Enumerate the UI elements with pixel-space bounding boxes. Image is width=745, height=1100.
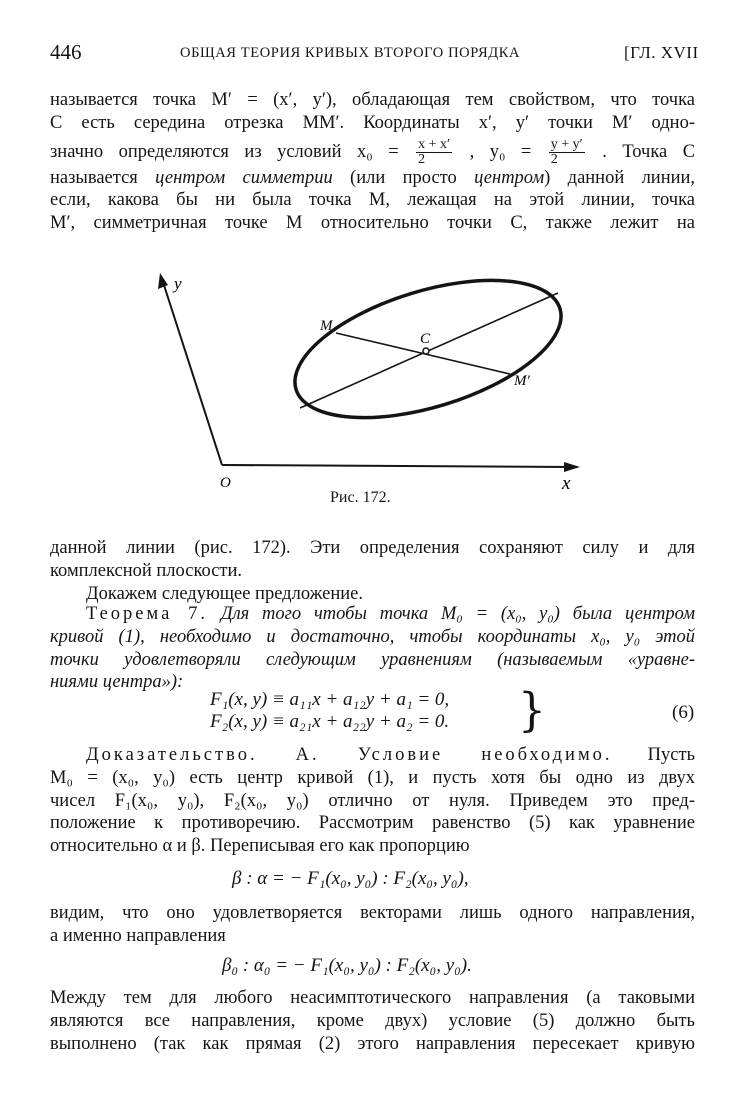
y-axis-label: y (174, 274, 182, 293)
text-line: а именно направления (50, 925, 226, 946)
text-line: если, какова бы ни была точка M, лежащая на этой линии, точка (50, 190, 695, 211)
equation-system (210, 689, 449, 733)
text-line: видим, что оно удовлетворяется векторами лишь одного направления, (50, 903, 695, 923)
text-line: называется точка M′ = (x′, y′), обладающая тем свойством, что точка (50, 90, 695, 110)
text-line: ниями центра»): (50, 672, 184, 693)
text-line: положение к противоречию. Рассмотрим равенство (5) как уравнение (50, 813, 695, 834)
center-point (423, 348, 429, 354)
fraction-numerator: y + y′ (550, 136, 583, 152)
point-c-label: C (420, 331, 431, 347)
theorem-paragraph (50, 604, 695, 695)
proof-paragraph-2 (50, 903, 695, 949)
text-line: Между тем для любого неасимптотического направления (а таковыми (50, 988, 695, 1008)
origin-label: O (220, 475, 231, 491)
text-fragment: значно определяются из условий x₀ = (50, 141, 399, 162)
text-line: Докажем следующее предложение. (86, 583, 363, 604)
text-fragment: Пусть (647, 745, 696, 765)
x-axis-label: x (562, 473, 571, 494)
after-figure-paragraph (50, 538, 695, 606)
fraction-denominator: 2 (550, 151, 558, 167)
text-line: кривой (1), необходимо и достаточно, чтобы координаты x₀, y₀ этой (50, 626, 695, 647)
proof-label: Доказательство. А. Условие необходимо. (86, 745, 613, 765)
chapter-label: [ГЛ. XVII (624, 43, 699, 62)
text-line (50, 604, 695, 627)
point-m-prime-label: M′ (514, 373, 530, 389)
point-m-label: M (320, 318, 333, 334)
equation-number: (6) (672, 702, 695, 723)
text-line (50, 745, 695, 768)
text-fragment: , y₀ = (469, 141, 532, 162)
text-line: комплексной плоскости. (50, 560, 243, 581)
text-line: C есть середина отрезка MM′. Координаты x′, y′ точки M′ одно- (50, 112, 695, 133)
text-line: точки удовлетворяли следующим уравнениям (называемым «уравне- (50, 649, 695, 670)
equation-f1: F₁(x, y) ≡ a₁₁x + a₁₂y + a₁ = 0, (210, 689, 450, 710)
fraction-y0 (549, 138, 585, 167)
x-axis (222, 465, 574, 467)
text-fragment: (или просто (350, 167, 457, 188)
fraction-x0 (416, 138, 452, 167)
equation-direction: β₀ : α₀ = − F₁(x₀, y₀) : F₂(x₀, y₀). (222, 955, 472, 976)
fraction-numerator: x + x′ (418, 136, 451, 152)
proof-paragraph-3 (50, 988, 695, 1056)
y-axis-arrow-icon (158, 273, 168, 289)
y-axis (162, 279, 222, 465)
text-line (50, 168, 695, 191)
text-line-with-fractions (50, 136, 695, 168)
text-line: выполнено (так как прямая (2) этого направления пересекает кривую (50, 1033, 695, 1054)
text-line: чисел F₁(x₀, y₀), F₂(x₀, y₀) отлично от нуля. Приведем это пред- (50, 790, 695, 811)
intro-paragraph (50, 90, 695, 236)
x-axis-arrow-icon (564, 462, 580, 472)
term-center-of-symmetry: центром симметрии (155, 167, 333, 188)
text-line: M₀ = (x₀, y₀) есть центр кривой (1), и пусть хотя бы одно из двух (50, 767, 695, 788)
figure-172 (150, 265, 590, 495)
running-title: ОБЩАЯ ТЕОРИЯ КРИВЫХ ВТОРОГО ПОРЯДКА (180, 45, 521, 61)
text-fragment: Для того чтобы точка M₀ = (x₀, y₀) была центром (220, 604, 696, 624)
fraction-denominator: 2 (418, 151, 426, 167)
text-line: M′, симметричная точке M относительно точки C, также лежит на (50, 213, 695, 234)
figure-caption: Рис. 172. (330, 489, 391, 506)
text-fragment: . Точка C (602, 141, 696, 162)
theorem-label: Теорема 7. (86, 604, 208, 624)
equation-proportion: β : α = − F₁(x₀, y₀) : F₂(x₀, y₀), (232, 868, 469, 889)
text-line: являются все направления, кроме двух) условие (5) должно быть (50, 1010, 695, 1031)
text-fragment: ) данной линии, (544, 167, 696, 188)
system-brace: } (518, 683, 546, 738)
page-number: 446 (50, 40, 82, 64)
proof-paragraph (50, 745, 695, 859)
text-line: данной линии (рис. 172). Эти определения сохраняют силу и для (50, 538, 695, 558)
text-fragment: называется (50, 167, 138, 188)
text-line: относительно α и β. Переписывая его как пропорцию (50, 836, 470, 857)
equation-f2: F₂(x, y) ≡ a₂₁x + a₂₂y + a₂ = 0. (210, 711, 450, 732)
term-center: центром (474, 167, 545, 188)
